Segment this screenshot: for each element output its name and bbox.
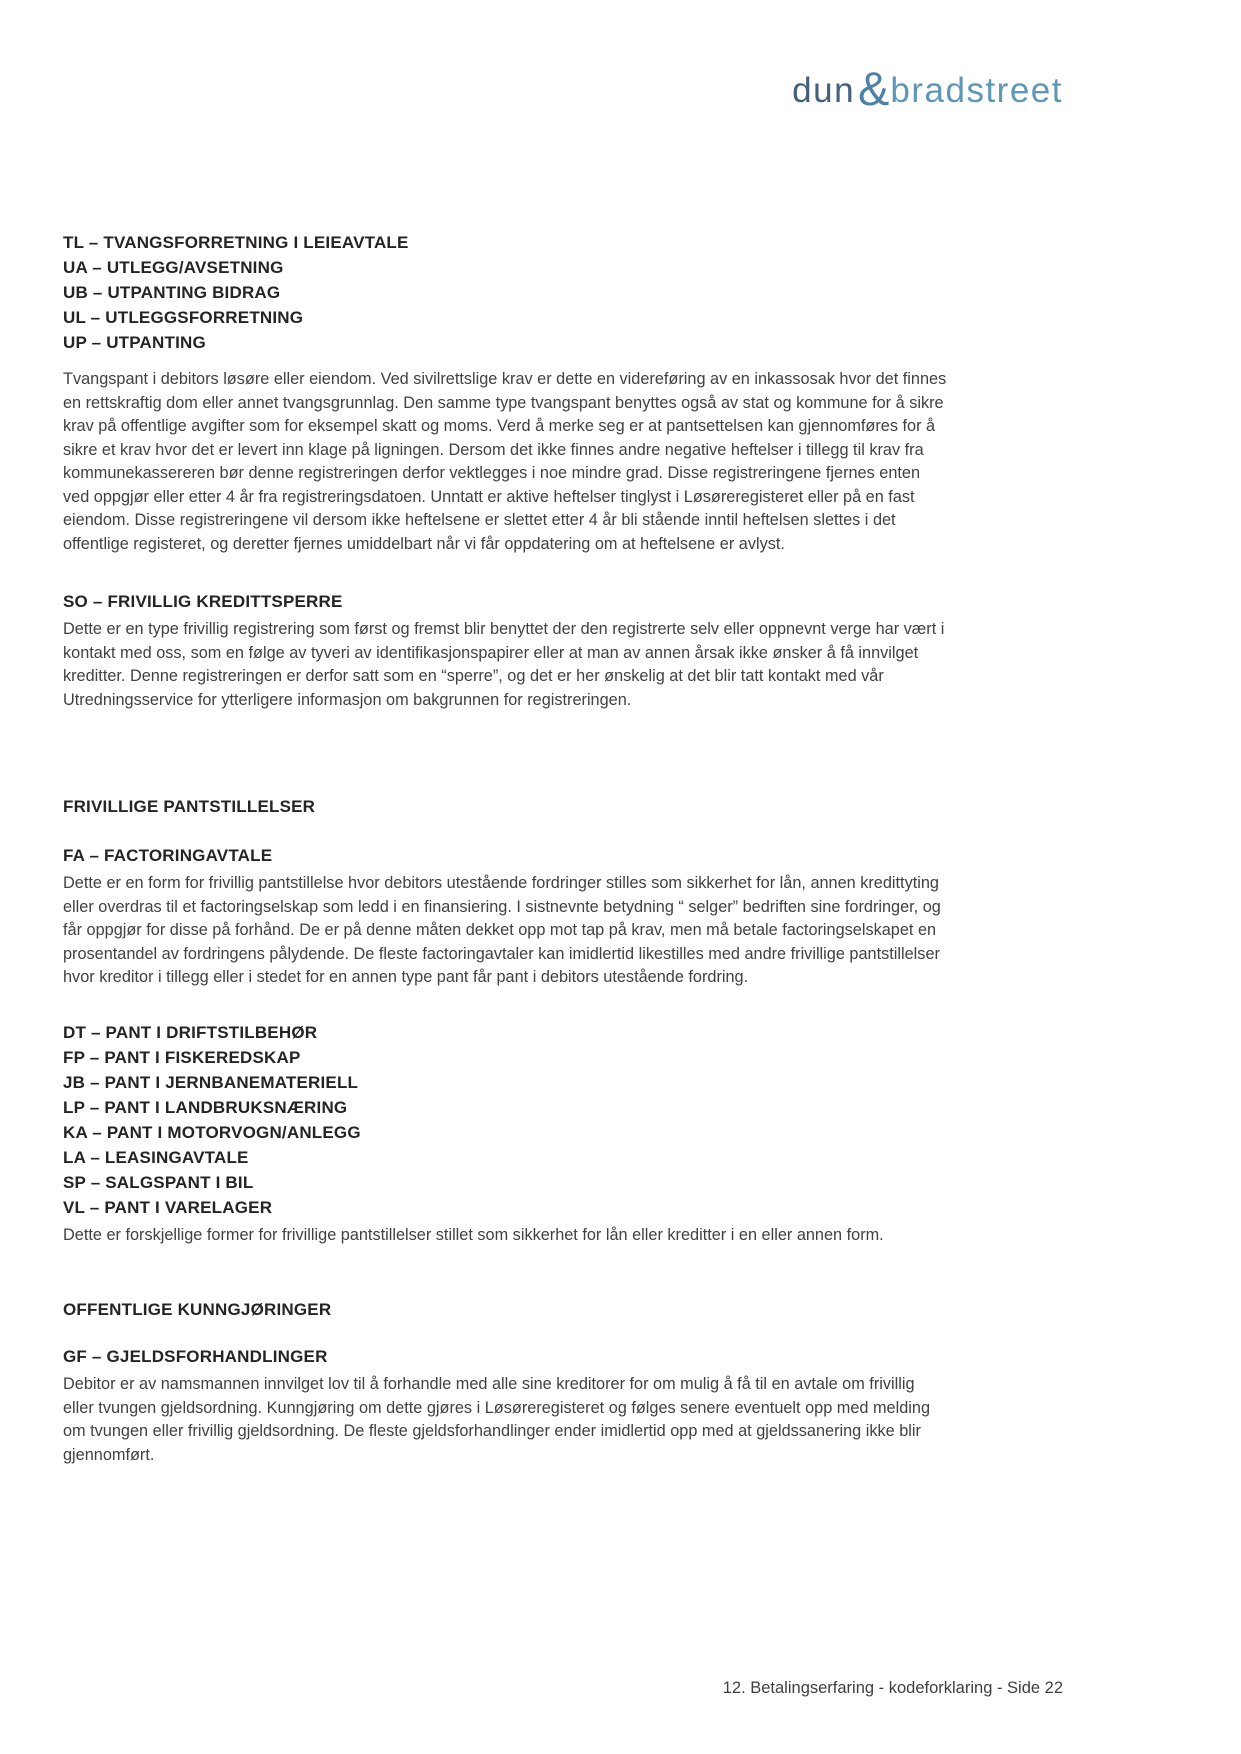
- code-heading-ua: UA – UTLEGG/AVSETNING: [63, 258, 284, 277]
- logo-word-bradstreet: bradstreet: [890, 71, 1063, 110]
- code-heading-so: SO – FRIVILLIG KREDITTSPERRE: [63, 592, 343, 611]
- paragraph-tvangspant: Tvangspant i debitors løsøre eller eiendom. Ved sivilrettslige krav er dette en videreføring av en inkassosak hvor det finnes en rettskraftig dom eller annet tvangsgrunnlag. Den samme type tvangspant benyttes også av stat og kommune for å sikre krav på offentlige avgifter som for eksempel skatt og moms. Verd å merke seg er at pantsettelsen kan gjennomføres for å sikre et krav hvor det er levert inn klage på ligningen. Dersom det ikke finnes andre negative heftelser i tillegg til krav fra kommunekassereren bør denne registreringen derfor vektlegges i noe mindre grad. Disse registreringene fjernes enten ved oppgjør eller etter 4 år fra registreringsdatoen. Unntatt er aktive heftelser tinglyst i Løsøreregisteret eller på en fast eiendom. Disse registreringene vil dersom ikke heftelsene er slettet etter 4 år bli stående inntil heftelsen slettes i det offentlige registeret, og deretter fjernes umiddelbart når vi får oppdatering om at heftelsene er avlyst.: [63, 370, 947, 553]
- ampersand-icon: &: [858, 62, 890, 115]
- code-heading-tl: TL – TVANGSFORRETNING I LEIEAVTALE: [63, 233, 409, 252]
- code-heading-ub: UB – UTPANTING BIDRAG: [63, 283, 281, 302]
- code-heading-fp: FP – PANT I FISKEREDSKAP: [63, 1047, 301, 1067]
- code-heading-sp: SP – SALGSPANT I BIL: [63, 1172, 254, 1192]
- section-title-offentlige-kunngjoringer: OFFENTLIGE KUNNGJØRINGER: [63, 1300, 332, 1319]
- paragraph-so: Dette er en type frivillig registrering som først og fremst blir benyttet der den registrerte selv eller oppnevnt verge har vært i kontakt med oss, som en følge av tyveri av identifikasjonspapirer eller at man av annen årsak ikke ønsker å få innvilget kreditter. Denne registreringen er derfor satt som en “sperre”, og det er her ønskelig at det blir tatt kontakt med vår Utredningsservice for ytterligere informasjon om bakgrunnen for registreringen.: [63, 620, 945, 709]
- paragraph-pant: Dette er forskjellige former for frivillige pantstillelser stillet som sikkerhet for lån eller kreditter i en eller annen form.: [63, 1225, 884, 1244]
- page-footer: 12. Betalingserfaring - kodeforklaring - Side 22: [722, 1679, 1063, 1697]
- code-group-tvangspant: [63, 0, 963, 355]
- code-heading-lp: LP – PANT I LANDBRUKSNÆRING: [63, 1097, 348, 1117]
- code-group-pant: [63, 1020, 963, 1220]
- section-title-frivillige-pantstillelser: FRIVILLIGE PANTSTILLELSER: [63, 797, 316, 816]
- code-heading-vl: VL – PANT I VARELAGER: [63, 1197, 273, 1217]
- code-heading-gf: GF – GJELDSFORHANDLINGER: [63, 1347, 328, 1366]
- code-heading-dt: DT – PANT I DRIFTSTILBEHØR: [63, 1022, 318, 1042]
- paragraph-fa: Dette er en form for frivillig pantstillelse hvor debitors utestående fordringer stilles som sikkerhet for lån, annen kredittyting eller overdras til et factoringselskap som ledd i en finansiering. I sistnevnte betydning “ selger” bedriften sine fordringer, og får oppgjør for disse på forhånd. De er på denne måten dekket opp mot tap på krav, men må betale factoringselskapet en prosentandel av fordringens pålydende. De fleste factoringavtaler kan imidlertid likestilles med andre frivillige pantstillelser hvor kreditor i tillegg eller i stedet for en annen type pant får pant i debitors utestående fordring.: [63, 874, 941, 986]
- code-heading-jb: JB – PANT I JERNBANEMATERIELL: [63, 1072, 359, 1092]
- document-content: [63, 0, 963, 1467]
- code-heading-up: UP – UTPANTING: [63, 333, 206, 352]
- code-heading-la: LA – LEASINGAVTALE: [63, 1147, 249, 1167]
- code-heading-ka: KA – PANT I MOTORVOGN/ANLEGG: [63, 1122, 361, 1142]
- code-heading-ul: UL – UTLEGGSFORRETNING: [63, 308, 304, 327]
- paragraph-gf: Debitor er av namsmannen innvilget lov til å forhandle med alle sine kreditorer for om mulig å få til en avtale om frivillig eller tvungen gjeldsordning. Kunngjøring om dette gjøres i Løsøreregisteret og følges senere eventuelt opp med melding om tvungen eller frivillig gjeldsordning. De fleste gjeldsforhandlinger ender imidlertid opp med at gjeldssanering ikke blir gjennomført.: [63, 1375, 930, 1464]
- logo-word-dun: dun: [792, 71, 856, 110]
- code-heading-fa: FA – FACTORINGAVTALE: [63, 846, 273, 865]
